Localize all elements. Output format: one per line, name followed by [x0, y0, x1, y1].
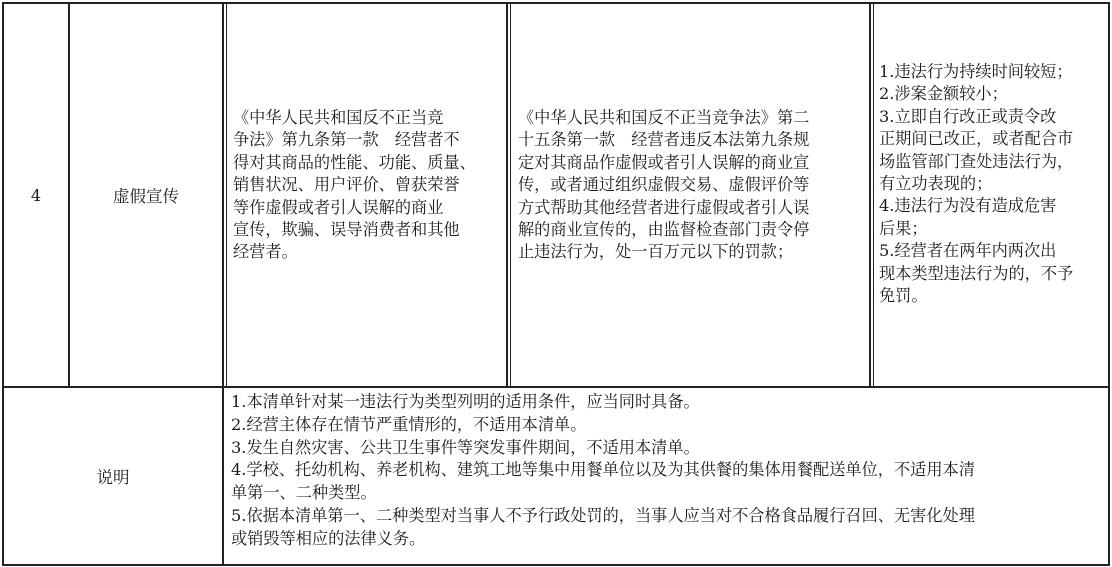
law-clause-line: 经营者。 — [233, 242, 298, 262]
law-clause-line: 争法》第九条第一款 经营者不 — [233, 130, 460, 150]
notes-label: 说明 — [96, 468, 130, 487]
penalty-clause-text — [518, 107, 864, 264]
condition-line: 正期间已改正，或者配合市 — [879, 129, 1074, 149]
condition-line: 免罚。 — [879, 286, 928, 306]
table-rule-col4 — [869, 2, 871, 387]
table-rule-col2-double — [226, 2, 227, 387]
law-clause-line: 宣传，欺骗、误导消费者和其他 — [233, 220, 460, 240]
condition-line: 场监管部门查处违法行为， — [879, 151, 1074, 171]
penalty-clause-line: 解的商业宣传的，由监督检查部门责令停 — [518, 220, 810, 240]
law-clause-line: 得对其商品的性能、功能、质量、 — [233, 152, 476, 172]
condition-line: 3.立即自行改正或责令改 — [879, 106, 1057, 126]
note-line: 5.依据本清单第一、二种类型对当事人不予行政处罚的，当事人应当对不合格食品履行召回、无害化处理 — [231, 505, 975, 525]
law-clause-line: 销售状况、用户评价、曾获荣誉 — [233, 175, 460, 195]
penalty-clause-line: 方式帮助其他经营者进行虚假或者引人误 — [518, 197, 810, 217]
notes-label-cell — [4, 388, 222, 564]
note-line: 2.经营主体存在情节严重情形的，不适用本清单。 — [231, 414, 587, 434]
condition-line: 2.涉案金额较小； — [879, 84, 1008, 104]
table-rule-bottom — [2, 564, 1110, 566]
condition-line: 后果； — [879, 218, 928, 238]
condition-line: 有立功表现的； — [879, 174, 993, 194]
row-number: 4 — [30, 185, 42, 205]
violation-type-cell — [70, 4, 222, 386]
penalty-clause-line: 止违法行为，处一百万元以下的罚款； — [518, 242, 794, 262]
law-clause-text — [233, 107, 501, 264]
note-line: 单第一、二种类型。 — [231, 483, 377, 503]
penalty-clause-cell — [518, 107, 864, 377]
note-line: 1.本清单针对某一违法行为类型列明的适用条件，应当同时具备。 — [231, 392, 700, 411]
note-line: 3.发生自然灾害、公共卫生事件等突发事件期间，不适用本清单。 — [231, 437, 700, 457]
note-line: 4.学校、托幼机构、养老机构、建筑工地等集中用餐单位以及为其供餐的集体用餐配送单位，不适用本清 — [231, 460, 975, 480]
table-rule-col2 — [222, 2, 224, 565]
table-rule-col3 — [506, 2, 508, 387]
penalty-clause-line: 十五条第一款 经营者违反本法第九条规 — [518, 130, 810, 150]
condition-line: 现本类型违法行为的，不予 — [879, 263, 1074, 283]
penalty-clause-line: 定对其商品作虚假或者引人误解的商业宣 — [518, 152, 810, 172]
penalty-clause-line: 《中华人民共和国反不正当竞争法》第二 — [518, 108, 810, 127]
table-rule-col4-double — [873, 2, 874, 387]
condition-line: 1.违法行为持续时间较短； — [879, 62, 1073, 81]
law-clause-line: 等作虚假或者引人误解的商业 — [233, 197, 444, 217]
condition-line: 5.经营者在两年内两次出 — [879, 241, 1057, 261]
conditions-text — [879, 61, 1105, 307]
notes-content-cell — [231, 391, 1105, 563]
row-number-cell — [4, 4, 68, 386]
notes-text — [231, 391, 1105, 551]
law-clause-cell — [233, 107, 501, 377]
violation-type: 虚假宣传 — [113, 187, 179, 206]
law-clause-line: 《中华人民共和国反不正当竞 — [233, 108, 444, 127]
note-line: 或销毁等相应的法律义务。 — [231, 528, 426, 548]
table-rule-right — [1108, 2, 1110, 565]
conditions-cell — [879, 61, 1105, 381]
penalty-clause-line: 传，或者通过组织虚假交易、虚假评价等 — [518, 175, 810, 195]
condition-line: 4.违法行为没有造成危害 — [879, 196, 1057, 216]
table-rule-col3-double — [510, 2, 511, 387]
